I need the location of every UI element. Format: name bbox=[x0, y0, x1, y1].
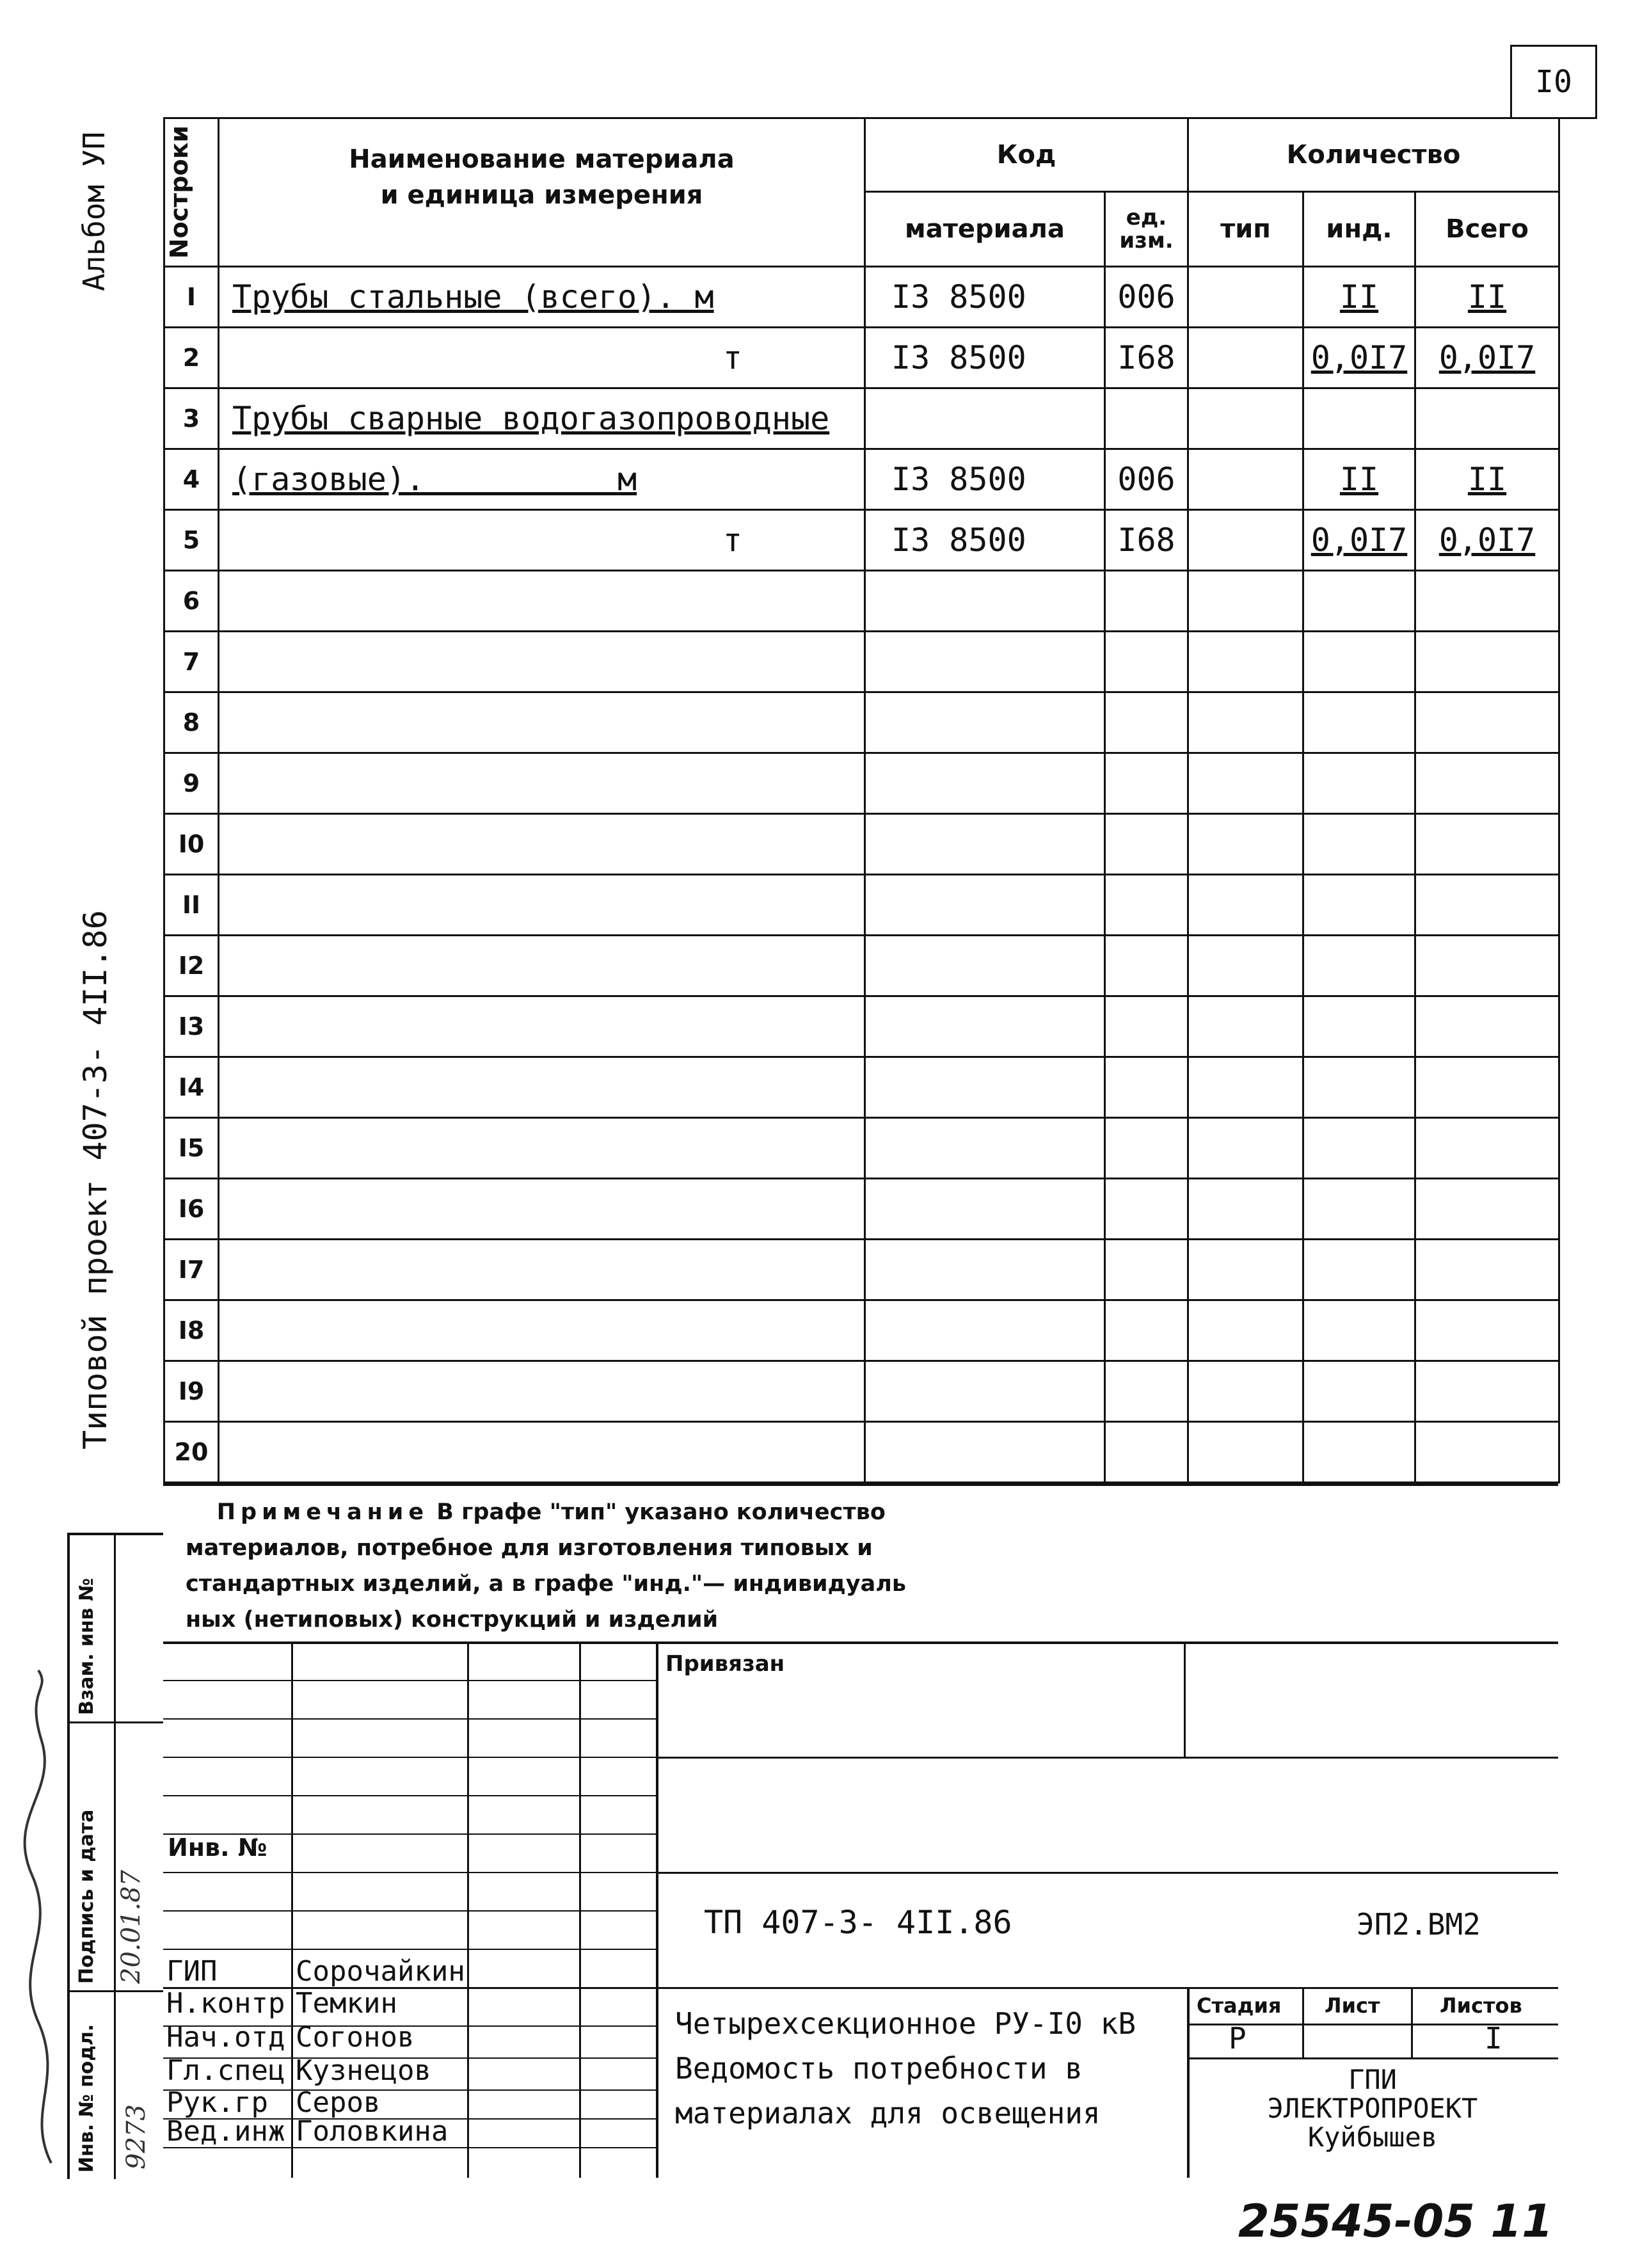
table-cell-n: I5 bbox=[164, 1118, 219, 1179]
table-cell-type bbox=[1188, 1300, 1303, 1361]
table-cell-type bbox=[1188, 510, 1303, 571]
table-cell-type bbox=[1188, 1422, 1303, 1483]
table-cell-name bbox=[219, 875, 865, 936]
table-cell-total: II bbox=[1415, 449, 1559, 510]
table-row bbox=[164, 875, 1559, 936]
table-cell-type bbox=[1188, 632, 1303, 692]
table-cell-unit bbox=[1105, 1422, 1188, 1483]
note-text-4: ных (нетиповых) конструкций и изделий bbox=[186, 1607, 719, 1633]
footer-number: 25545-05 11 bbox=[1238, 2195, 1553, 2248]
table-cell-total bbox=[1415, 1179, 1559, 1240]
title-line-1: Четырехсекционное РУ-I0 кВ bbox=[675, 2006, 1136, 2041]
table-cell-unit bbox=[1105, 753, 1188, 814]
table-cell-unit bbox=[1105, 571, 1188, 632]
table-cell-unit bbox=[1105, 1057, 1188, 1118]
table-cell-name bbox=[219, 753, 865, 814]
table-cell-unit bbox=[1105, 1300, 1188, 1361]
person-name: Кузнецов bbox=[296, 2054, 431, 2087]
table-cell-code bbox=[865, 1118, 1105, 1179]
table-row bbox=[164, 1300, 1559, 1361]
table-cell-name: Трубы стальные (всего). м bbox=[219, 267, 865, 328]
table-row bbox=[164, 449, 1559, 510]
table-cell-code: I3 8500 bbox=[865, 328, 1105, 388]
table-row bbox=[164, 1361, 1559, 1422]
table-cell-n: II bbox=[164, 875, 219, 936]
person-name: Сорочайкин bbox=[296, 1955, 465, 1988]
doc-code: ТП 407-3- 4II.86 bbox=[704, 1904, 1012, 1941]
table-cell-total bbox=[1415, 1361, 1559, 1422]
table-cell-ind bbox=[1303, 1300, 1415, 1361]
table-cell-total: 0,0I7 bbox=[1415, 328, 1559, 388]
table-cell-ind bbox=[1303, 1057, 1415, 1118]
table-cell-n: I7 bbox=[164, 1240, 219, 1300]
table-cell-type bbox=[1188, 449, 1303, 510]
type-header: тип bbox=[1188, 192, 1303, 267]
table-cell-name bbox=[219, 1057, 865, 1118]
table-cell-code bbox=[865, 1240, 1105, 1300]
table-cell-type bbox=[1188, 571, 1303, 632]
table-cell-unit bbox=[1105, 936, 1188, 996]
table-cell-ind bbox=[1303, 1179, 1415, 1240]
table-cell-n: I2 bbox=[164, 936, 219, 996]
table-cell-unit bbox=[1105, 1361, 1188, 1422]
table-cell-name bbox=[219, 1361, 865, 1422]
table-row bbox=[164, 267, 1559, 328]
table-cell-n: I8 bbox=[164, 1300, 219, 1361]
role-label: ГИП bbox=[166, 1955, 218, 1988]
table-cell-total bbox=[1415, 1240, 1559, 1300]
table-cell-total bbox=[1415, 632, 1559, 692]
table-cell-name bbox=[219, 814, 865, 875]
table-cell-unit: I68 bbox=[1105, 510, 1188, 571]
table-cell-ind bbox=[1303, 1240, 1415, 1300]
table-cell-code bbox=[865, 753, 1105, 814]
table-cell-code bbox=[865, 996, 1105, 1057]
table-cell-ind bbox=[1303, 996, 1415, 1057]
table-cell-ind bbox=[1303, 1118, 1415, 1179]
note-head: Примечание bbox=[216, 1499, 429, 1525]
table-cell-unit: I68 bbox=[1105, 328, 1188, 388]
table-row bbox=[164, 632, 1559, 692]
table-cell-total bbox=[1415, 571, 1559, 632]
table-row bbox=[164, 328, 1559, 388]
table-row bbox=[164, 1057, 1559, 1118]
signature-scribble bbox=[13, 1664, 70, 2176]
table-cell-unit bbox=[1105, 1240, 1188, 1300]
table-cell-unit bbox=[1105, 632, 1188, 692]
role-label: Нач.отд bbox=[166, 2021, 285, 2054]
person-name: Согонов bbox=[296, 2021, 415, 2054]
table-cell-code: I3 8500 bbox=[865, 449, 1105, 510]
inv-no-label: Инв. № bbox=[168, 1833, 267, 1862]
table-cell-name: Трубы сварные водогазопроводные bbox=[219, 388, 865, 449]
sheet-label: Лист bbox=[1325, 1993, 1380, 2018]
table-cell-type bbox=[1188, 753, 1303, 814]
table-row bbox=[164, 1240, 1559, 1300]
signature-date-label: Подпись и дата bbox=[76, 1809, 98, 1984]
ind-header: инд. bbox=[1303, 192, 1415, 267]
table-cell-code bbox=[865, 875, 1105, 936]
stage-value: Р bbox=[1229, 2021, 1247, 2056]
table-cell-ind bbox=[1303, 388, 1415, 449]
album-label: Альбом УП bbox=[77, 131, 111, 291]
table-cell-type bbox=[1188, 875, 1303, 936]
person-name: Серов bbox=[296, 2086, 381, 2119]
table-cell-type bbox=[1188, 328, 1303, 388]
table-cell-total: II bbox=[1415, 267, 1559, 328]
table-cell-type bbox=[1188, 692, 1303, 753]
person-name: Темкин bbox=[296, 1987, 397, 2020]
title-line-2: Ведомость потребности в bbox=[675, 2051, 1083, 2086]
table-cell-type bbox=[1188, 996, 1303, 1057]
table-cell-total bbox=[1415, 875, 1559, 936]
table-cell-unit bbox=[1105, 692, 1188, 753]
bound-label: Привязан bbox=[665, 1651, 785, 1677]
table-cell-n: 5 bbox=[164, 510, 219, 571]
table-cell-total bbox=[1415, 692, 1559, 753]
table-cell-unit bbox=[1105, 814, 1188, 875]
table-cell-name bbox=[219, 692, 865, 753]
table-cell-type bbox=[1188, 814, 1303, 875]
table-cell-ind bbox=[1303, 571, 1415, 632]
quantity-header: Количество bbox=[1188, 118, 1559, 192]
table-cell-name: т bbox=[219, 328, 865, 388]
table-cell-n: I3 bbox=[164, 996, 219, 1057]
table-cell-name bbox=[219, 1240, 865, 1300]
table-cell-ind bbox=[1303, 753, 1415, 814]
table-row bbox=[164, 936, 1559, 996]
note-text-2: материалов, потребное для изготовления типовых и bbox=[186, 1535, 873, 1561]
role-label: Рук.гр bbox=[166, 2086, 268, 2119]
total-header: Всего bbox=[1415, 192, 1559, 267]
table-cell-n: 20 bbox=[164, 1422, 219, 1483]
table-cell-ind bbox=[1303, 814, 1415, 875]
table-cell-ind: 0,0I7 bbox=[1303, 510, 1415, 571]
table-cell-type bbox=[1188, 388, 1303, 449]
table-cell-name bbox=[219, 571, 865, 632]
table-cell-n: I6 bbox=[164, 1179, 219, 1240]
table-cell-code bbox=[865, 692, 1105, 753]
table-cell-name bbox=[219, 1300, 865, 1361]
name-header: Наименование материала и единица измерения bbox=[219, 118, 865, 267]
table-row bbox=[164, 1118, 1559, 1179]
table-cell-code bbox=[865, 1300, 1105, 1361]
table-cell-name bbox=[219, 936, 865, 996]
sheets-label: Листов bbox=[1440, 1993, 1522, 2018]
table-cell-total bbox=[1415, 936, 1559, 996]
table-cell-n: 6 bbox=[164, 571, 219, 632]
handwritten-date: 20.01.87 bbox=[116, 1869, 146, 1984]
doc-mark: ЭП2.ВМ2 bbox=[1357, 1907, 1481, 1942]
table-cell-n: 4 bbox=[164, 449, 219, 510]
row-number-header: Nострoки bbox=[164, 118, 219, 267]
vzam-inv-label: Взам. инв № bbox=[76, 1577, 98, 1715]
table-cell-code bbox=[865, 1057, 1105, 1118]
table-cell-n: 3 bbox=[164, 388, 219, 449]
table-cell-total bbox=[1415, 1118, 1559, 1179]
table-cell-total bbox=[1415, 1422, 1559, 1483]
table-cell-code: I3 8500 bbox=[865, 510, 1105, 571]
table-cell-type bbox=[1188, 1179, 1303, 1240]
table-cell-ind bbox=[1303, 936, 1415, 996]
table-cell-code bbox=[865, 936, 1105, 996]
table-cell-type bbox=[1188, 267, 1303, 328]
table-cell-name bbox=[219, 632, 865, 692]
title-line-3: материалах для освещения bbox=[675, 2096, 1101, 2130]
table-cell-total: 0,0I7 bbox=[1415, 510, 1559, 571]
table-cell-unit bbox=[1105, 1179, 1188, 1240]
table-cell-n: 2 bbox=[164, 328, 219, 388]
table-cell-total bbox=[1415, 1300, 1559, 1361]
materials-table bbox=[163, 117, 1560, 1483]
org-line-3: Куйбышев bbox=[1307, 2121, 1438, 2153]
note bbox=[186, 1494, 1017, 1638]
table-cell-code bbox=[865, 1179, 1105, 1240]
table-cell-total bbox=[1415, 814, 1559, 875]
table-cell-type bbox=[1188, 936, 1303, 996]
code-header: Код bbox=[865, 118, 1188, 192]
table-cell-n: I4 bbox=[164, 1057, 219, 1118]
table-cell-ind bbox=[1303, 692, 1415, 753]
table-row bbox=[164, 996, 1559, 1057]
table-cell-n: I bbox=[164, 267, 219, 328]
table-cell-code bbox=[865, 814, 1105, 875]
table-row bbox=[164, 692, 1559, 753]
table-cell-ind: II bbox=[1303, 449, 1415, 510]
table-cell-code bbox=[865, 571, 1105, 632]
role-label: Вед.инж bbox=[166, 2115, 285, 2148]
table-cell-ind: 0,0I7 bbox=[1303, 328, 1415, 388]
inv-podl-label: Инв. № подл. bbox=[76, 2024, 98, 2173]
table-row bbox=[164, 571, 1559, 632]
table-cell-type bbox=[1188, 1240, 1303, 1300]
table-cell-name: (газовые). м bbox=[219, 449, 865, 510]
table-cell-ind bbox=[1303, 632, 1415, 692]
table-cell-name bbox=[219, 996, 865, 1057]
material-code-header: материала bbox=[865, 192, 1105, 267]
table-cell-unit: 006 bbox=[1105, 267, 1188, 328]
project-label: Типовой проект 407-3- 4II.86 bbox=[77, 910, 114, 1449]
role-label: Н.контр bbox=[166, 1987, 285, 2020]
table-cell-unit bbox=[1105, 996, 1188, 1057]
table-cell-unit: 006 bbox=[1105, 449, 1188, 510]
table-row bbox=[164, 814, 1559, 875]
table-cell-n: I9 bbox=[164, 1361, 219, 1422]
sheets-value: I bbox=[1485, 2021, 1502, 2056]
table-cell-code: I3 8500 bbox=[865, 267, 1105, 328]
person-name: Головкина bbox=[296, 2115, 449, 2148]
org-line-2: ЭЛЕКТРОПРОЕКТ bbox=[1267, 2093, 1478, 2124]
unit-header: ед. изм. bbox=[1105, 192, 1188, 267]
table-cell-name bbox=[219, 1118, 865, 1179]
table-cell-name: т bbox=[219, 510, 865, 571]
table-row bbox=[164, 388, 1559, 449]
table-cell-name bbox=[219, 1422, 865, 1483]
stage-label: Стадия bbox=[1197, 1993, 1282, 2018]
table-cell-code bbox=[865, 1422, 1105, 1483]
table-cell-type bbox=[1188, 1057, 1303, 1118]
handwritten-inv: 9273 bbox=[122, 2104, 151, 2169]
table-cell-name bbox=[219, 1179, 865, 1240]
table-row bbox=[164, 753, 1559, 814]
table-cell-total bbox=[1415, 388, 1559, 449]
table-cell-ind bbox=[1303, 1422, 1415, 1483]
role-label: Гл.спец bbox=[166, 2054, 285, 2087]
table-cell-ind: II bbox=[1303, 267, 1415, 328]
table-cell-type bbox=[1188, 1118, 1303, 1179]
table-cell-ind bbox=[1303, 875, 1415, 936]
org-line-1: ГПИ bbox=[1348, 2064, 1397, 2095]
note-text-3: стандартных изделий, а в графе "инд."— индивидуаль bbox=[186, 1571, 906, 1597]
table-cell-n: 8 bbox=[164, 692, 219, 753]
table-cell-unit bbox=[1105, 1118, 1188, 1179]
table-cell-total bbox=[1415, 753, 1559, 814]
table-cell-unit bbox=[1105, 875, 1188, 936]
note-text-1: В графе "тип" указано количество bbox=[429, 1499, 886, 1525]
table-cell-unit bbox=[1105, 388, 1188, 449]
table-cell-n: 9 bbox=[164, 753, 219, 814]
table-cell-ind bbox=[1303, 1361, 1415, 1422]
table-row bbox=[164, 510, 1559, 571]
table-cell-code bbox=[865, 632, 1105, 692]
table-cell-type bbox=[1188, 1361, 1303, 1422]
table-cell-n: 7 bbox=[164, 632, 219, 692]
table-row bbox=[164, 1179, 1559, 1240]
table-cell-code bbox=[865, 388, 1105, 449]
table-cell-code bbox=[865, 1361, 1105, 1422]
table-row bbox=[164, 1422, 1559, 1483]
sheet-number: I0 bbox=[1510, 45, 1597, 119]
table-cell-total bbox=[1415, 996, 1559, 1057]
table-cell-total bbox=[1415, 1057, 1559, 1118]
table-cell-n: I0 bbox=[164, 814, 219, 875]
